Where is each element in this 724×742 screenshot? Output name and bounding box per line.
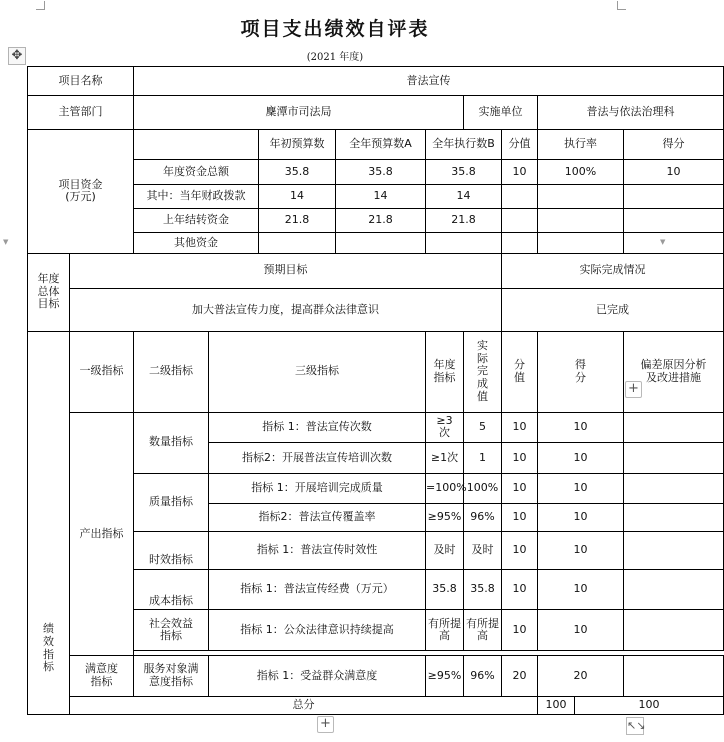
indicator-note [624, 610, 724, 651]
funds-cell: 35.8 [336, 160, 426, 184]
perf-header-level1: 一级指标 [70, 331, 134, 412]
indicator-value: 20 [502, 656, 538, 697]
funds-cell: 10 [502, 160, 538, 184]
indicator-score: 10 [538, 473, 624, 503]
funds-corner-cell [134, 129, 259, 159]
funds-cell [624, 184, 724, 208]
funds-cell [502, 184, 538, 208]
funds-cell [538, 208, 624, 232]
department-value: 麇潭市司法局 [134, 96, 464, 129]
funds-cell: 100% [538, 160, 624, 184]
funds-label: 项目资金 (万元) [28, 129, 134, 253]
perf-header-note: 偏差原因分析 及改进措施 [624, 331, 724, 412]
indicator-score: 10 [538, 412, 624, 442]
add-column-button[interactable]: + [625, 381, 642, 398]
funds-header: 分值 [502, 129, 538, 159]
indicator-name: 指标2：普法宣传覆盖率 [209, 504, 426, 532]
funds-header: 年初预算数 [259, 129, 336, 159]
perf-header-level3: 三级指标 [209, 331, 426, 412]
indicator-score: 20 [538, 656, 624, 697]
expected-goal: 加大普法宣传力度，提高群众法律意识 [70, 289, 502, 332]
margin-marker: ▼ [3, 238, 9, 246]
indicator-target: 有所提 高 [426, 610, 464, 651]
indicator-value: 10 [502, 610, 538, 651]
actual-completion-header: 实际完成情况 [502, 253, 724, 288]
indicator-note [624, 656, 724, 697]
perf-header-level2: 二级指标 [134, 331, 209, 412]
perf-header-actual: 实 际 完 成 值 [464, 331, 502, 412]
funds-cell: 14 [259, 184, 336, 208]
funds-cell: 21.8 [426, 208, 502, 232]
funds-header: 执行率 [538, 129, 624, 159]
quantity-indicator-label: 数量指标 [134, 412, 209, 473]
indicator-actual: 100% [464, 473, 502, 503]
funds-row-label: 其中：当年财政拨款 [134, 184, 259, 208]
document-subtitle: (2021 年度) [306, 52, 364, 63]
funds-row-label: 年度资金总额 [134, 160, 259, 184]
funds-cell [426, 233, 502, 253]
indicator-name: 指标 1：开展培训完成质量 [209, 473, 426, 503]
indicator-target: ≥1次 [426, 443, 464, 473]
indicator-score: 10 [538, 532, 624, 570]
funds-row-label: 其他资金 [134, 233, 259, 253]
funds-cell: 21.8 [259, 208, 336, 232]
indicator-target: 35.8 [426, 569, 464, 610]
indicator-note [624, 473, 724, 503]
funds-cell [624, 208, 724, 232]
indicator-note [624, 569, 724, 610]
funds-cell [502, 208, 538, 232]
indicator-actual: 5 [464, 412, 502, 442]
funds-header: 全年预算数A [336, 129, 426, 159]
funds-cell [259, 233, 336, 253]
actual-completion: 已完成 [502, 289, 724, 332]
output-indicator-label: 产出指标 [70, 412, 134, 655]
indicator-value: 10 [502, 443, 538, 473]
expected-goal-header: 预期目标 [70, 253, 502, 288]
funds-cell: 35.8 [259, 160, 336, 184]
indicator-name: 指标 1：受益群众满意度 [209, 656, 426, 697]
satisfaction-indicator-label: 满意度 指标 [70, 656, 134, 697]
indicator-value: 10 [502, 569, 538, 610]
indicator-target: 及时 [426, 532, 464, 570]
indicator-score: 10 [538, 610, 624, 651]
funds-cell: 10 [624, 160, 724, 184]
perf-header-target: 年度 指标 [426, 331, 464, 412]
indicator-name: 指标 1：公众法律意识持续提高 [209, 610, 426, 651]
total-score: 100 [575, 696, 724, 714]
indicator-value: 10 [502, 504, 538, 532]
service-satisfaction-label: 服务对象满 意度指标 [134, 656, 209, 697]
funds-header: 全年执行数B [426, 129, 502, 159]
timeliness-indicator-label: 时效指标 [134, 532, 209, 570]
indicator-note [624, 532, 724, 570]
funds-cell [538, 184, 624, 208]
indicator-actual: 及时 [464, 532, 502, 570]
indicator-note [624, 504, 724, 532]
table-resize-handle-icon[interactable]: ↖↘ [626, 717, 644, 735]
indicator-actual: 有所提 高 [464, 610, 502, 651]
funds-cell: 21.8 [336, 208, 426, 232]
funds-cell: 14 [426, 184, 502, 208]
performance-table [27, 66, 724, 715]
social-benefit-indicator-label: 社会效益 指标 [134, 610, 209, 651]
indicator-target: ≥95% [426, 504, 464, 532]
funds-cell [502, 233, 538, 253]
indicator-target: ≥3 次 [426, 412, 464, 442]
funds-cell [336, 233, 426, 253]
indicator-note [624, 443, 724, 473]
perf-header-score: 得 分 [538, 331, 624, 412]
total-value: 100 [538, 696, 575, 714]
indicator-name: 指标 1：普法宣传次数 [209, 412, 426, 442]
indicator-value: 10 [502, 532, 538, 570]
table-move-handle-icon[interactable]: ✥ [8, 47, 26, 65]
department-label: 主管部门 [28, 96, 134, 129]
indicator-score: 10 [538, 569, 624, 610]
document-title: 项目支出绩效自评表 [240, 18, 430, 40]
goal-label: 年度 总体 目标 [28, 253, 70, 331]
page-corner-mark [617, 1, 626, 10]
indicator-actual: 96% [464, 504, 502, 532]
project-name: 普法宣传 [134, 67, 724, 96]
indicator-value: 10 [502, 473, 538, 503]
page-corner-mark [36, 1, 45, 10]
funds-cell [624, 233, 724, 253]
unit-value: 普法与依法治理科 [538, 96, 724, 129]
perf-header-score-value: 分 值 [502, 331, 538, 412]
indicator-target: =100% [426, 473, 464, 503]
funds-cell [538, 233, 624, 253]
indicator-name: 指标 1：普法宣传时效性 [209, 532, 426, 570]
indicator-target: ≥95% [426, 656, 464, 697]
indicator-actual: 96% [464, 656, 502, 697]
project-name-label: 项目名称 [28, 67, 134, 96]
indicator-name: 指标 1：普法宣传经费（万元） [209, 569, 426, 610]
cost-indicator-label: 成本指标 [134, 569, 209, 610]
funds-cell: 14 [336, 184, 426, 208]
funds-cell: 35.8 [426, 160, 502, 184]
performance-label: 绩 效 指 标 [28, 331, 70, 714]
unit-label: 实施单位 [464, 96, 538, 129]
indicator-name: 指标2：开展普法宣传培训次数 [209, 443, 426, 473]
total-label: 总分 [70, 696, 538, 714]
indicator-actual: 35.8 [464, 569, 502, 610]
indicator-actual: 1 [464, 443, 502, 473]
margin-marker: ▼ [660, 238, 666, 246]
indicator-score: 10 [538, 504, 624, 532]
quality-indicator-label: 质量指标 [134, 473, 209, 532]
funds-row-label: 上年结转资金 [134, 208, 259, 232]
add-row-button[interactable]: + [317, 716, 334, 733]
funds-header: 得分 [624, 129, 724, 159]
indicator-value: 10 [502, 412, 538, 442]
indicator-note [624, 412, 724, 442]
indicator-score: 10 [538, 443, 624, 473]
